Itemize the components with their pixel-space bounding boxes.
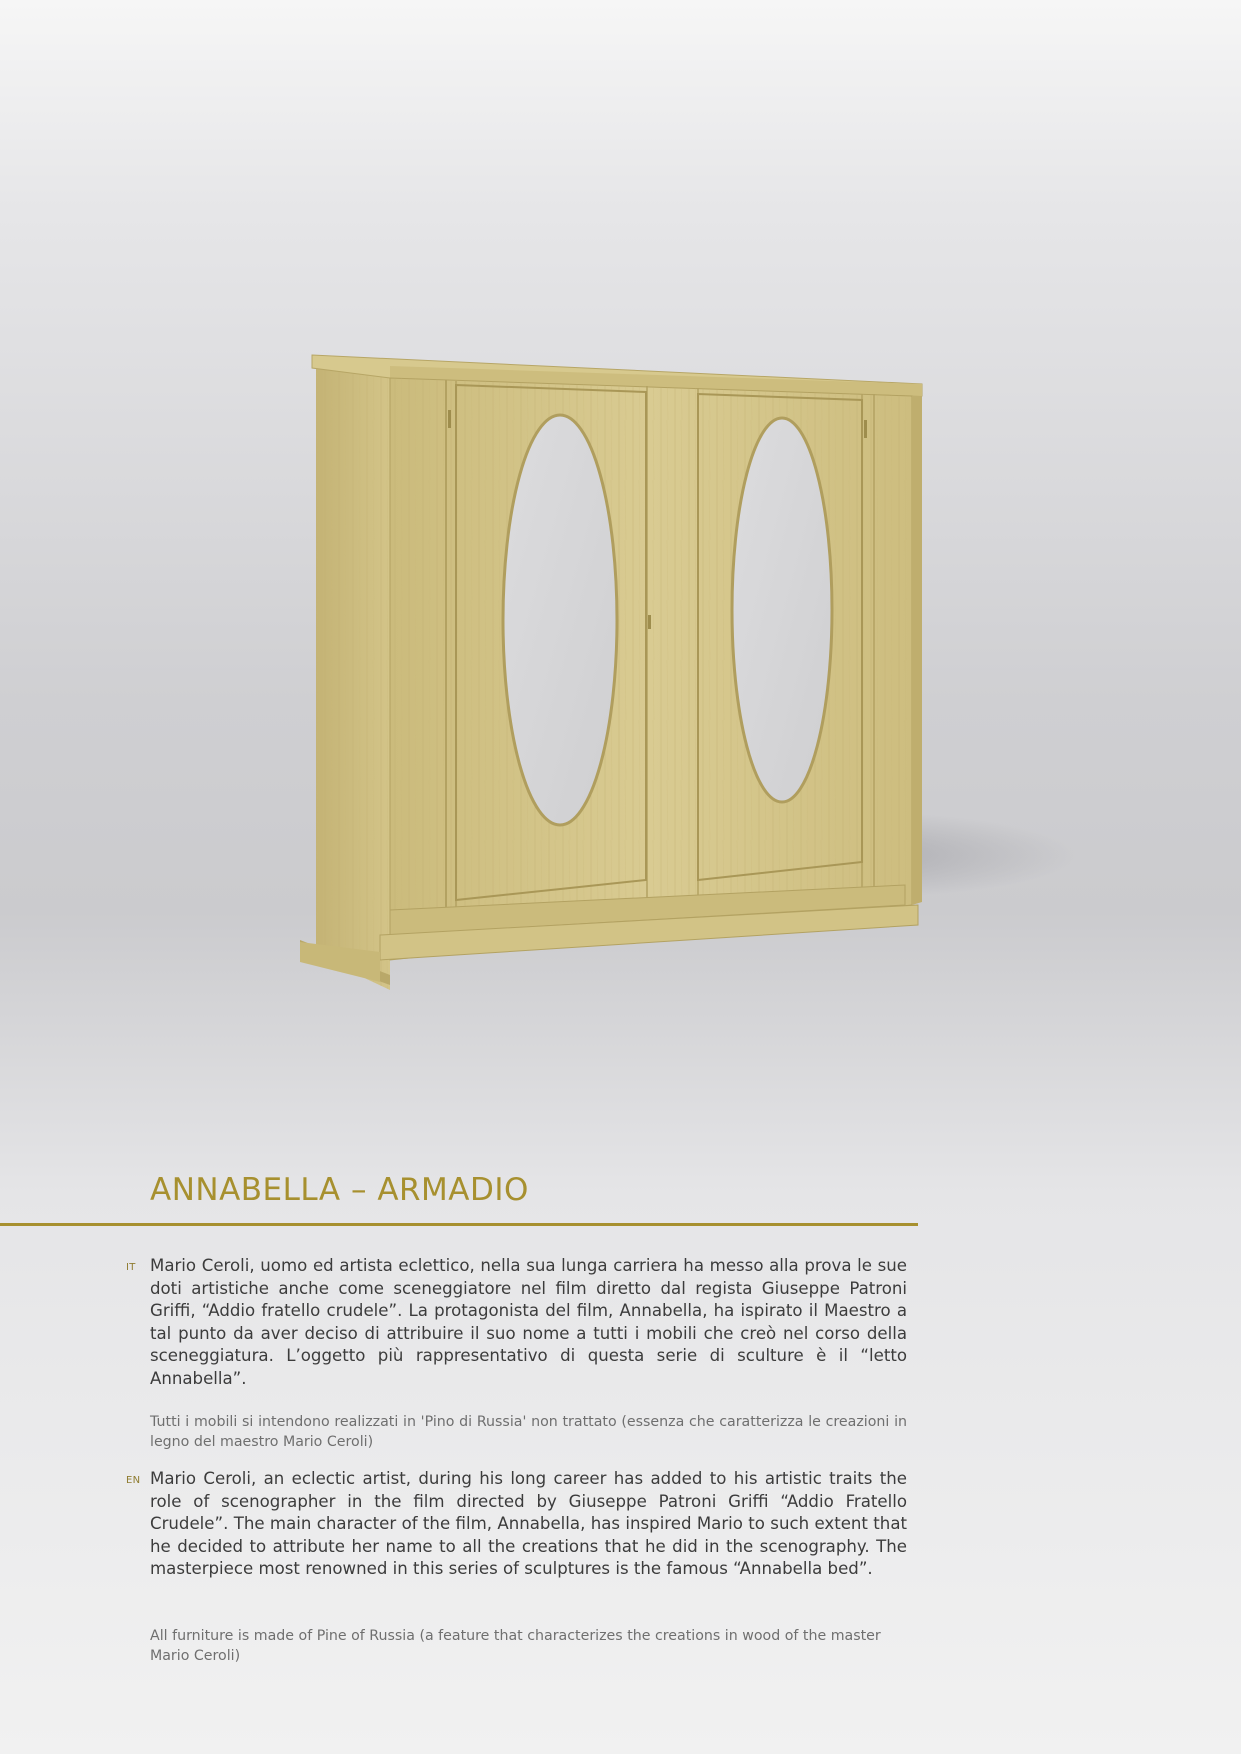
note-it: Tutti i mobili si intendono realizzati in 'Pino di Russia' non trattato (essenza che caratterizza le creazioni in legno del maestro Mario Ceroli)	[150, 1414, 907, 1450]
note-en: All furniture is made of Pine of Russia (a feature that characterizes the creations in wood of the master Mario Ceroli)	[150, 1628, 881, 1664]
lang-label-it: IT	[126, 1262, 136, 1273]
product-title: ANNABELLA – ARMADIO	[150, 1172, 529, 1208]
lang-label-en: EN	[126, 1475, 141, 1486]
description-it: Mario Ceroli, uomo ed artista eclettico, nella sua lunga carriera ha messo alla prova le sue doti artistiche anche come sceneggiatore nel film diretto dal regista Giuseppe Patroni Griffi, “Addio fratello crudele”. La protagonista del film, Annabella, ha ispirato il Maestro a tal punto da aver deciso di attribuire il suo nome a tutti i mobili che creò nel corso della sceneggiatura. L’oggetto più rappresentativo di questa serie di sculture è il “letto Annabella”.	[150, 1256, 907, 1388]
wardrobe-left-side	[300, 368, 390, 990]
wardrobe-right-edge	[912, 396, 922, 905]
wardrobe-front	[300, 378, 918, 982]
description-en: Mario Ceroli, an eclectic artist, during his long career has added to his artistic traits the role of scenographer in the film directed by Giuseppe Patroni Griffi “Addio Fratello Crudele”. The main character of the film, Annabella, has inspired Mario to such extent that he decided to attribute her name to all the creations that he did in the scenography. The masterpiece most renowned in this series of sculptures is the famous “Annabella bed”.	[150, 1469, 907, 1579]
title-divider	[0, 1223, 918, 1226]
